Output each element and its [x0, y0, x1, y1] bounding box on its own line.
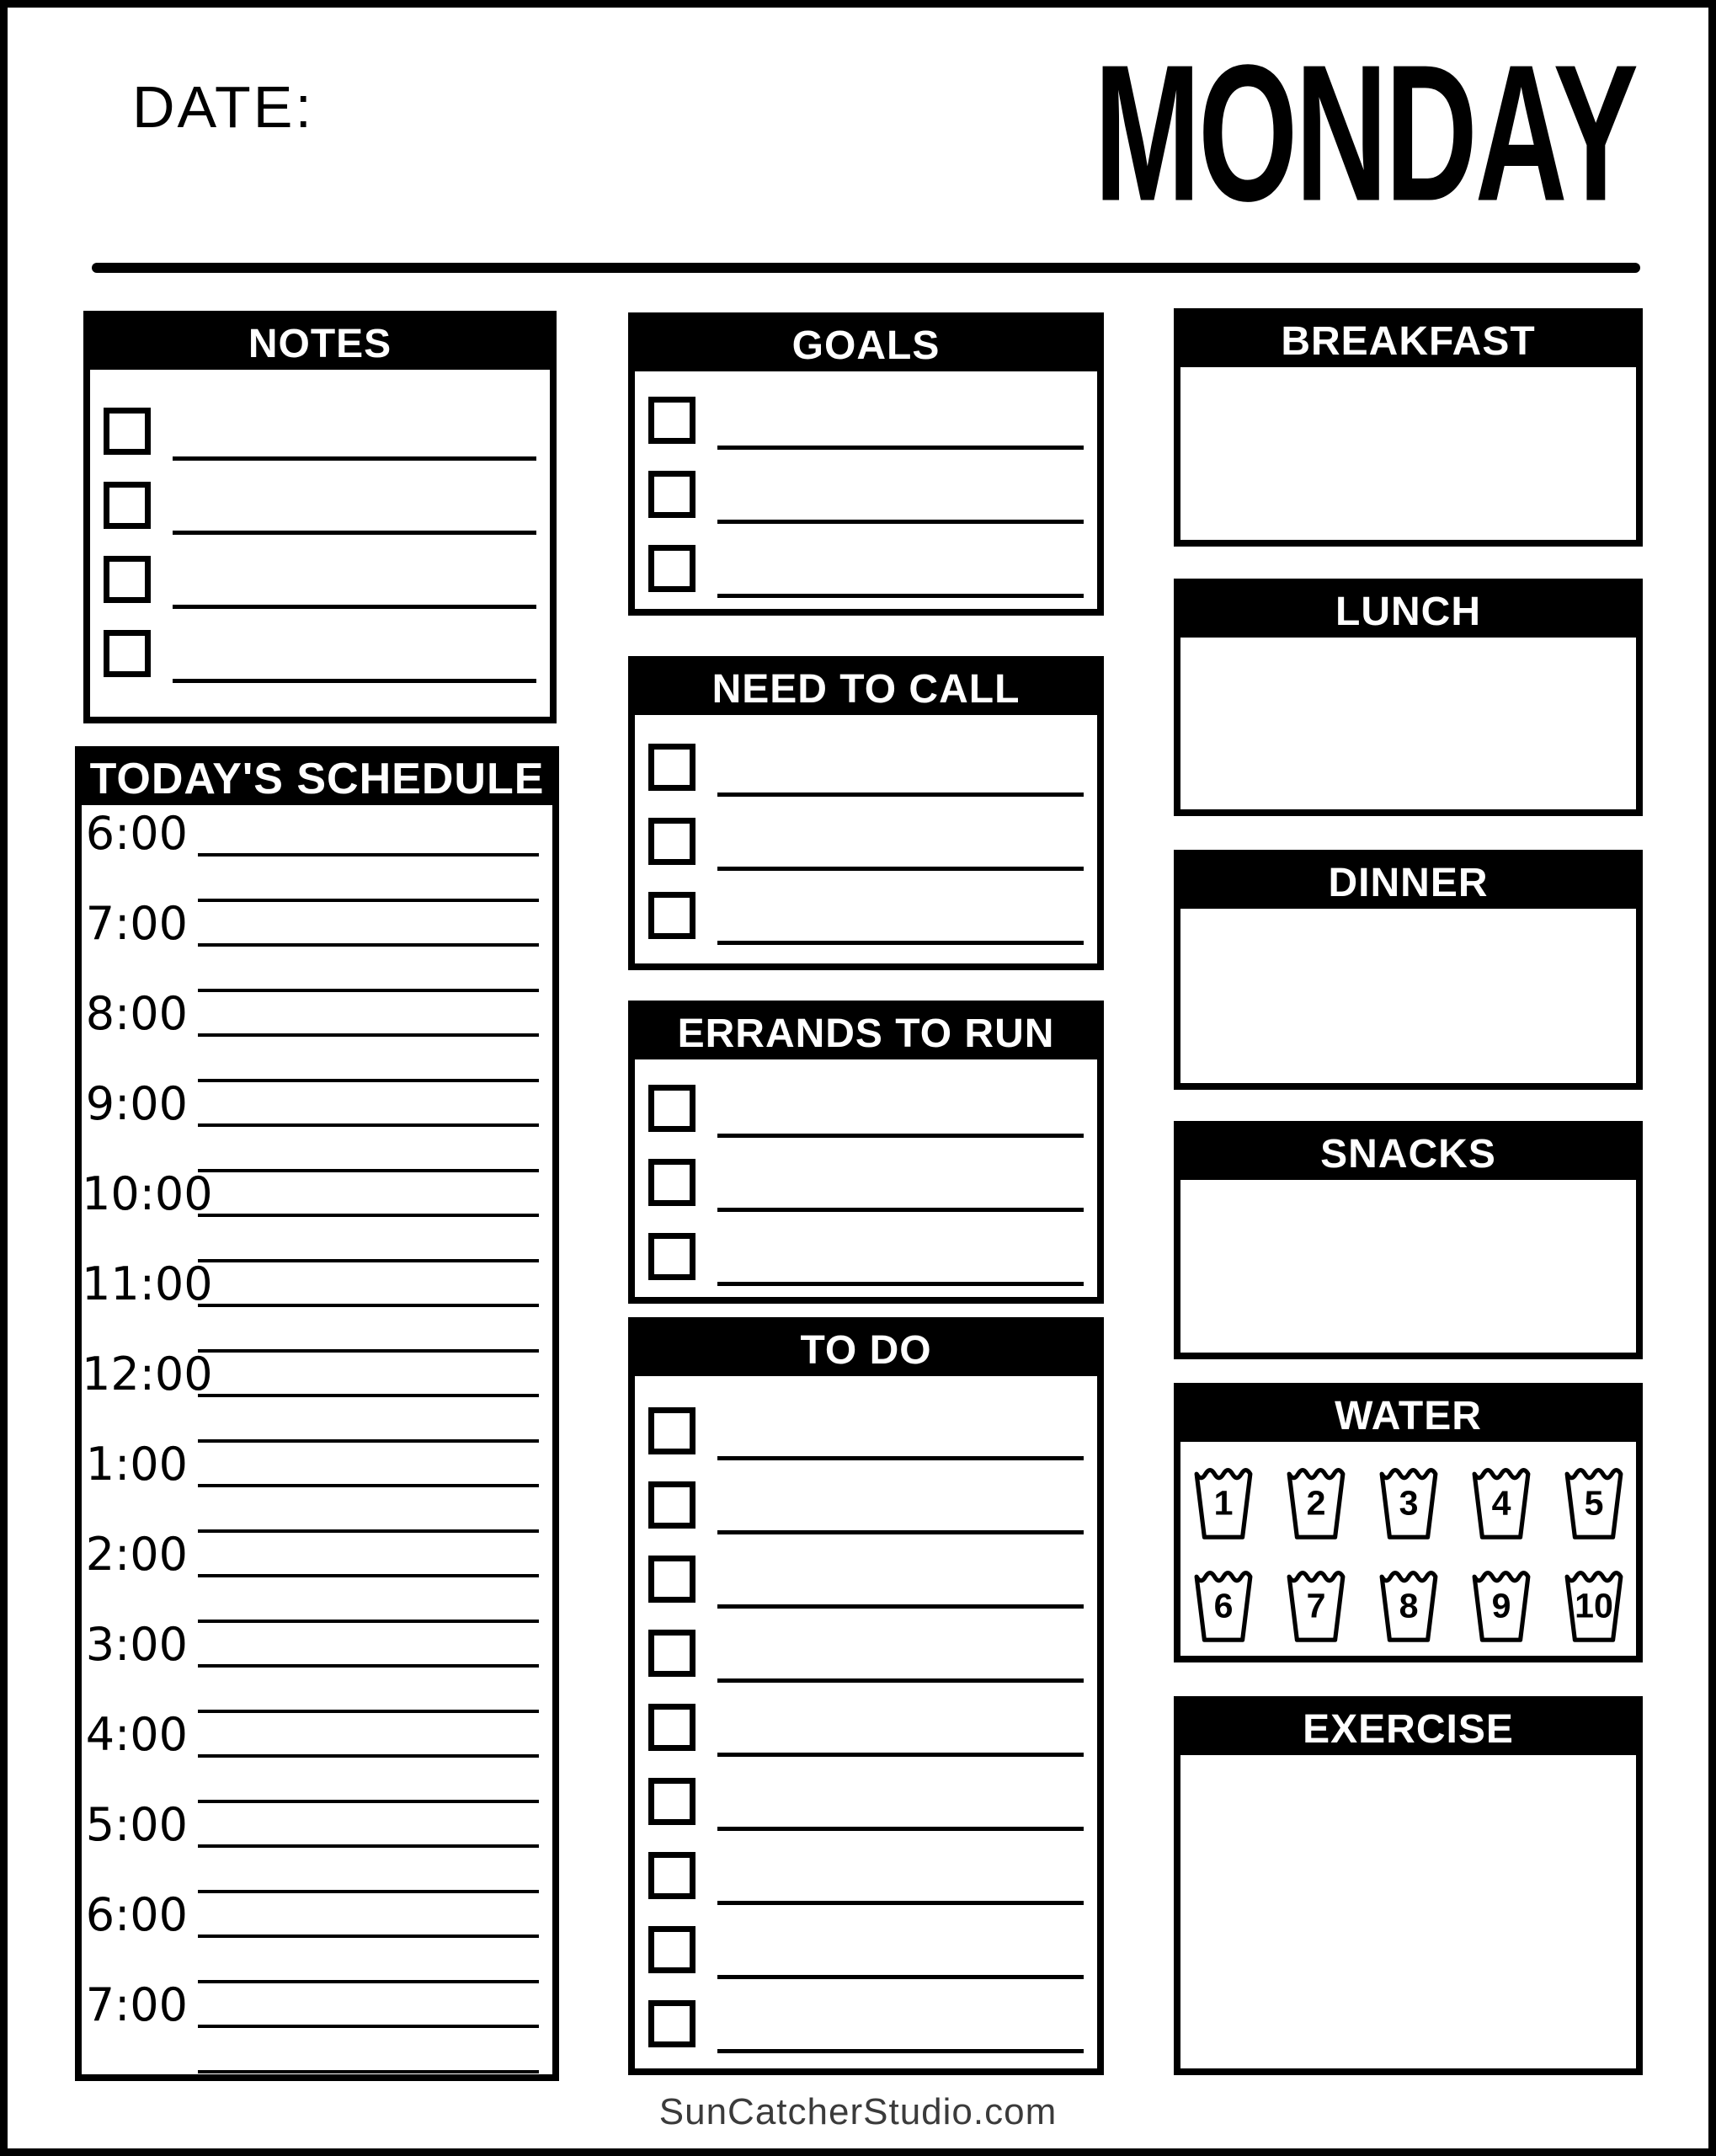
checkbox[interactable]	[104, 482, 151, 529]
todo-row	[635, 1926, 1097, 2000]
write-line[interactable]	[717, 1134, 1084, 1138]
water-cup[interactable]	[1563, 1460, 1625, 1541]
write-line[interactable]	[717, 2049, 1084, 2053]
checkbox[interactable]	[648, 1704, 695, 1751]
schedule-time-label: 6:00	[85, 807, 188, 860]
water-title: WATER	[1335, 1393, 1482, 1438]
notes-row	[90, 630, 550, 704]
schedule-time-label: 5:00	[85, 1798, 188, 1851]
goals-list	[635, 371, 1097, 619]
checkbox[interactable]	[104, 408, 151, 455]
checkbox[interactable]	[648, 545, 695, 592]
exercise-section	[1174, 1696, 1643, 2075]
write-line[interactable]	[717, 867, 1084, 871]
checkbox[interactable]	[104, 630, 151, 677]
schedule-hour-line[interactable]	[198, 2025, 539, 2028]
schedule-section	[75, 746, 559, 2081]
schedule-hour-row	[82, 1708, 552, 1803]
schedule-time-label: 8:00	[85, 987, 188, 1040]
schedule-hour-row	[82, 897, 552, 992]
todo-section	[628, 1317, 1104, 2075]
errands-list	[635, 1059, 1097, 1307]
checkbox[interactable]	[648, 1630, 695, 1677]
schedule-header	[82, 753, 552, 805]
water-section	[1174, 1383, 1643, 1662]
water-header	[1180, 1390, 1636, 1442]
water-cups-row-2	[1180, 1563, 1636, 1644]
goals-header	[635, 319, 1097, 371]
write-line[interactable]	[717, 1753, 1084, 1757]
snacks-section	[1174, 1121, 1643, 1359]
breakfast-section	[1174, 308, 1643, 547]
schedule-hour-line[interactable]	[198, 1935, 539, 1938]
water-cups-row-1	[1180, 1460, 1636, 1541]
todo-row	[635, 1630, 1097, 1704]
schedule-time-label: 2:00	[85, 1528, 188, 1581]
schedule-hour-line[interactable]	[198, 1754, 539, 1758]
schedule-hour-row	[82, 1798, 552, 1893]
write-line[interactable]	[717, 1678, 1084, 1683]
checkbox[interactable]	[648, 1233, 695, 1280]
cup-icon	[1378, 1460, 1440, 1541]
schedule-time-label: 1:00	[85, 1438, 188, 1491]
todo-row	[635, 1407, 1097, 1481]
notes-row	[90, 408, 550, 482]
schedule-hour-row	[82, 1528, 552, 1623]
water-tracker	[1180, 1442, 1636, 1644]
write-line[interactable]	[717, 1604, 1084, 1609]
errands-section	[628, 1001, 1104, 1304]
schedule-hour-line[interactable]	[198, 943, 539, 947]
notes-section	[83, 311, 557, 723]
errands-row	[635, 1159, 1097, 1233]
breakfast-title: BREAKFAST	[1281, 318, 1536, 364]
snacks-write-area[interactable]	[1180, 1180, 1636, 1353]
schedule-hour-line[interactable]	[198, 1304, 539, 1307]
schedule-hour-line[interactable]	[198, 1574, 539, 1577]
errands-row	[635, 1085, 1097, 1159]
goals-section	[628, 312, 1104, 616]
schedule-hour-line[interactable]	[198, 1844, 539, 1848]
schedule-hour-row	[82, 1618, 552, 1713]
write-line[interactable]	[717, 446, 1084, 450]
write-line[interactable]	[173, 679, 536, 683]
write-line[interactable]	[717, 1901, 1084, 1905]
schedule-hour-line[interactable]	[198, 1033, 539, 1037]
schedule-hour-line[interactable]	[198, 1664, 539, 1668]
header-divider	[92, 263, 1640, 273]
breakfast-header	[1180, 315, 1636, 367]
schedule-hour-line[interactable]	[198, 1214, 539, 1217]
schedule-hour-row	[82, 807, 552, 902]
water-cup[interactable]	[1563, 1563, 1625, 1644]
checkbox[interactable]	[648, 818, 695, 865]
schedule-title: TODAY'S SCHEDULE	[89, 755, 545, 803]
cup-number: 2	[1306, 1483, 1325, 1523]
write-line[interactable]	[717, 1530, 1084, 1534]
cup-icon	[1563, 1563, 1625, 1644]
lunch-title: LUNCH	[1335, 589, 1481, 634]
cup-number: 9	[1491, 1586, 1511, 1625]
cup-number: 8	[1399, 1586, 1418, 1625]
cup-number: 3	[1399, 1483, 1418, 1523]
exercise-header	[1180, 1703, 1636, 1755]
checkbox[interactable]	[648, 892, 695, 939]
schedule-hour-line[interactable]	[198, 1394, 539, 1397]
schedule-hour-line[interactable]	[198, 1484, 539, 1487]
schedule-hour-row	[82, 1348, 552, 1443]
write-line[interactable]	[717, 594, 1084, 598]
checkbox[interactable]	[648, 2000, 695, 2047]
water-cup[interactable]	[1470, 1563, 1532, 1644]
checkbox[interactable]	[648, 1556, 695, 1603]
checkbox[interactable]	[648, 397, 695, 444]
todo-row	[635, 2000, 1097, 2074]
exercise-write-area[interactable]	[1180, 1755, 1636, 2068]
snacks-title: SNACKS	[1320, 1131, 1496, 1177]
errands-header	[635, 1007, 1097, 1059]
write-line[interactable]	[173, 531, 536, 535]
need-to-call-section	[628, 656, 1104, 970]
schedule-time-label: 10:00	[82, 1167, 213, 1220]
write-line[interactable]	[717, 1975, 1084, 1979]
schedule-hour-line[interactable]	[198, 1123, 539, 1127]
checkbox[interactable]	[648, 1159, 695, 1206]
breakfast-write-area[interactable]	[1180, 367, 1636, 540]
todo-title: TO DO	[800, 1327, 932, 1373]
water-cup[interactable]	[1192, 1460, 1255, 1541]
todo-row	[635, 1704, 1097, 1778]
checkbox[interactable]	[648, 744, 695, 791]
checkbox[interactable]	[648, 1778, 695, 1825]
todo-row	[635, 1852, 1097, 1926]
cup-icon	[1563, 1460, 1625, 1541]
cup-number: 10	[1574, 1586, 1613, 1625]
footer-credit: SunCatcherStudio.com	[658, 2091, 1058, 2132]
write-line[interactable]	[717, 1282, 1084, 1286]
notes-title: NOTES	[248, 321, 392, 366]
schedule-hour-row	[82, 1888, 552, 1983]
schedule-half-hour-line[interactable]	[198, 2070, 539, 2073]
goals-row	[635, 545, 1097, 619]
schedule-time-label: 6:00	[85, 1888, 188, 1941]
write-line[interactable]	[717, 1208, 1084, 1212]
dinner-header	[1180, 857, 1636, 909]
schedule-time-label: 3:00	[85, 1618, 188, 1671]
write-line[interactable]	[173, 456, 536, 461]
todo-row	[635, 1481, 1097, 1556]
cup-number: 6	[1213, 1586, 1233, 1625]
write-line[interactable]	[717, 1827, 1084, 1831]
water-cup[interactable]	[1285, 1460, 1347, 1541]
checkbox[interactable]	[648, 471, 695, 518]
need-to-call-header	[635, 663, 1097, 715]
cup-icon	[1285, 1460, 1347, 1541]
checkbox[interactable]	[648, 1481, 695, 1529]
schedule-time-label: 11:00	[82, 1257, 213, 1310]
goals-row	[635, 471, 1097, 545]
exercise-title: EXERCISE	[1303, 1706, 1514, 1752]
goals-row	[635, 397, 1097, 471]
write-line[interactable]	[173, 605, 536, 609]
cup-icon	[1378, 1563, 1440, 1644]
todo-row	[635, 1556, 1097, 1630]
water-cup[interactable]	[1470, 1460, 1532, 1541]
need-to-call-list	[635, 715, 1097, 966]
cup-number: 1	[1213, 1483, 1233, 1523]
cup-number: 4	[1491, 1483, 1511, 1523]
lunch-section	[1174, 579, 1643, 816]
cup-icon	[1470, 1460, 1532, 1541]
need-to-call-title: NEED TO CALL	[711, 666, 1021, 712]
cup-icon	[1192, 1563, 1255, 1644]
schedule-hour-row	[82, 1167, 552, 1262]
need-to-call-row	[635, 744, 1097, 818]
write-line[interactable]	[717, 941, 1084, 945]
todo-header	[635, 1324, 1097, 1376]
lunch-write-area[interactable]	[1180, 638, 1636, 809]
snacks-header	[1180, 1128, 1636, 1180]
date-label: DATE:	[132, 74, 314, 140]
cup-number: 7	[1306, 1586, 1325, 1625]
errands-title: ERRANDS TO RUN	[677, 1011, 1055, 1056]
lunch-header	[1180, 585, 1636, 638]
need-to-call-row	[635, 892, 1097, 966]
dinner-title: DINNER	[1328, 860, 1489, 905]
cup-icon	[1470, 1563, 1532, 1644]
schedule-hour-row	[82, 1978, 552, 2073]
checkbox[interactable]	[648, 1852, 695, 1899]
water-cup[interactable]	[1285, 1563, 1347, 1644]
schedule-time-label: 12:00	[82, 1348, 213, 1401]
write-line[interactable]	[717, 520, 1084, 524]
todo-row	[635, 1778, 1097, 1852]
notes-row	[90, 556, 550, 630]
schedule-hour-row	[82, 987, 552, 1082]
schedule-list	[82, 805, 552, 2073]
water-cup[interactable]	[1378, 1563, 1440, 1644]
cup-number: 5	[1584, 1483, 1603, 1523]
cup-icon	[1285, 1563, 1347, 1644]
water-cup[interactable]	[1192, 1563, 1255, 1644]
checkbox[interactable]	[648, 1085, 695, 1132]
todo-list	[635, 1376, 1097, 2074]
dinner-section	[1174, 850, 1643, 1090]
notes-row	[90, 482, 550, 556]
schedule-time-label: 7:00	[85, 897, 188, 950]
write-line[interactable]	[717, 1456, 1084, 1460]
checkbox[interactable]	[648, 1926, 695, 1973]
write-line[interactable]	[717, 792, 1084, 797]
goals-title: GOALS	[791, 323, 941, 368]
notes-list	[90, 370, 550, 704]
schedule-hour-row	[82, 1077, 552, 1172]
schedule-hour-line[interactable]	[198, 853, 539, 857]
schedule-hour-row	[82, 1257, 552, 1353]
schedule-time-label: 4:00	[85, 1708, 188, 1761]
water-cup[interactable]	[1378, 1460, 1440, 1541]
errands-row	[635, 1233, 1097, 1307]
weekday-text: MONDAY	[1094, 24, 1636, 243]
schedule-hour-row	[82, 1438, 552, 1533]
notes-header	[90, 318, 550, 370]
schedule-time-label: 9:00	[85, 1077, 188, 1130]
dinner-write-area[interactable]	[1180, 909, 1636, 1083]
cup-icon	[1192, 1460, 1255, 1541]
checkbox[interactable]	[648, 1407, 695, 1454]
checkbox[interactable]	[104, 556, 151, 603]
schedule-time-label: 7:00	[85, 1978, 188, 2031]
need-to-call-row	[635, 818, 1097, 892]
weekday-title	[1094, 24, 1636, 243]
